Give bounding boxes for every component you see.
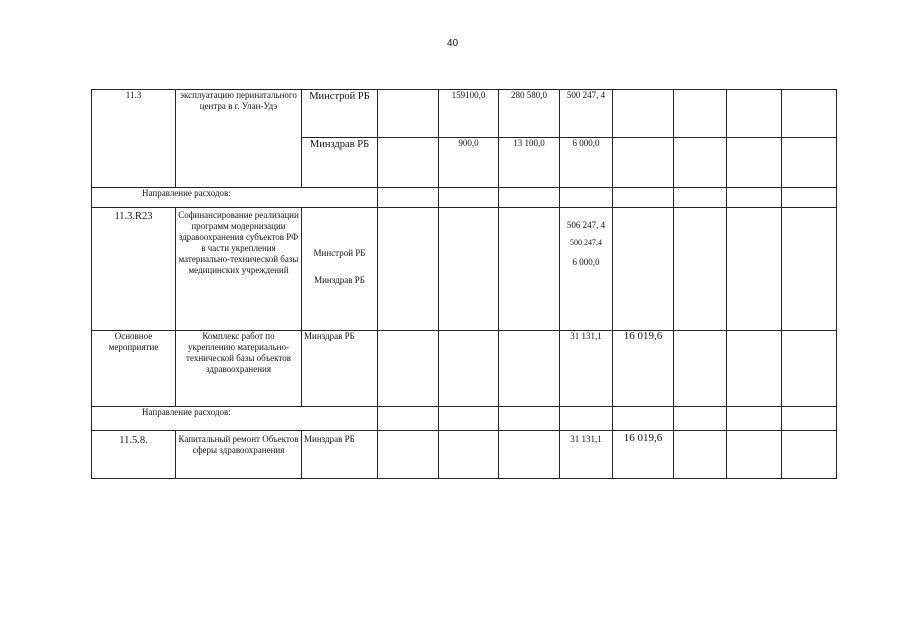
page-number: 40 (446, 38, 459, 49)
empty-cell (499, 407, 560, 431)
table-row-11-5-8 (92, 431, 837, 479)
direction-label: Направление расходов: (92, 407, 378, 431)
table-row-direction (92, 407, 837, 431)
empty-cell (782, 90, 837, 138)
empty-cell (727, 331, 782, 407)
empty-cell (439, 188, 499, 208)
empty-cell (674, 138, 727, 188)
empty-cell (560, 188, 613, 208)
code-cell: 11.3 (92, 90, 176, 188)
executor-cell: Минстрой РБ (302, 90, 378, 138)
empty-cell (782, 431, 837, 479)
empty-cell (613, 90, 674, 138)
event-name-cell: Комплекс работ по укреплению материально-технической базы объектов здравоохранения (176, 331, 302, 407)
executor-cell: Минздрав РБ (302, 138, 378, 188)
table-row-11-3-minstroy (92, 90, 837, 138)
empty-cell (499, 331, 560, 407)
table-row-11-3-r23 (92, 208, 837, 331)
empty-cell (378, 208, 439, 331)
empty-cell (613, 407, 674, 431)
empty-cell (613, 138, 674, 188)
code-cell: 11.3.R23 (92, 208, 176, 331)
value-cell: 31 131,1 (560, 331, 613, 407)
empty-cell (674, 331, 727, 407)
empty-cell (727, 407, 782, 431)
value-cell: 16 019,6 (613, 331, 674, 407)
empty-cell (782, 188, 837, 208)
value-total: 506 247, 4 (566, 220, 606, 230)
value-cell: 280 580,0 (499, 90, 560, 138)
empty-cell (727, 138, 782, 188)
event-name-cell: Софинансирование реализации программ модернизации здравоохранения субъектов РФ в части укрепления материально-технической базы медицинских учреждений (176, 208, 302, 331)
executor-cell: Минздрав РБ (302, 431, 378, 479)
empty-cell (378, 431, 439, 479)
value-cell (560, 208, 613, 331)
value-minzdrav: 6 000,0 (572, 257, 600, 267)
value-minstroy: 500 247,4 (570, 238, 602, 247)
event-name-cell: Капитальный ремонт Объектов сферы здравоохранения (176, 431, 302, 479)
empty-cell (674, 90, 727, 138)
empty-cell (727, 208, 782, 331)
code-cell: 11.5.8. (92, 431, 176, 479)
empty-cell (727, 431, 782, 479)
table-row-direction (92, 188, 837, 208)
empty-cell (378, 331, 439, 407)
empty-cell (674, 188, 727, 208)
empty-cell (560, 407, 613, 431)
direction-label: Направление расходов: (92, 188, 378, 208)
empty-cell (613, 188, 674, 208)
event-name-cell: эксплуатацию перинатального центра в г. Улан-Удэ (176, 90, 302, 188)
value-cell: 500 247, 4 (560, 90, 613, 138)
empty-cell (782, 407, 837, 431)
empty-cell (782, 138, 837, 188)
empty-cell (499, 208, 560, 331)
value-cell: 13 100,0 (499, 138, 560, 188)
empty-cell (674, 208, 727, 331)
executor-cell: Минздрав РБ (302, 331, 378, 407)
value-cell: 159100,0 (439, 90, 499, 138)
value-cell: 31 131,1 (560, 431, 613, 479)
value-cell: 900,0 (439, 138, 499, 188)
empty-cell (782, 331, 837, 407)
empty-cell (378, 407, 439, 431)
empty-cell (727, 188, 782, 208)
empty-cell (674, 431, 727, 479)
empty-cell (727, 90, 782, 138)
empty-cell (782, 208, 837, 331)
empty-cell (499, 188, 560, 208)
value-cell: 16 019,6 (613, 431, 674, 479)
empty-cell (439, 407, 499, 431)
empty-cell (613, 208, 674, 331)
empty-cell (439, 431, 499, 479)
code-cell: Основное мероприятие (92, 331, 176, 407)
budget-table (91, 89, 837, 479)
empty-cell (378, 90, 439, 138)
empty-cell (674, 407, 727, 431)
table-row-main-event (92, 331, 837, 407)
executor-2: Минздрав РБ (314, 275, 365, 285)
empty-cell (439, 331, 499, 407)
value-cell: 6 000,0 (560, 138, 613, 188)
empty-cell (378, 138, 439, 188)
empty-cell (439, 208, 499, 331)
empty-cell (499, 431, 560, 479)
empty-cell (378, 188, 439, 208)
executor-cell (302, 208, 378, 331)
executor-1: Минстрой РБ (313, 248, 366, 258)
